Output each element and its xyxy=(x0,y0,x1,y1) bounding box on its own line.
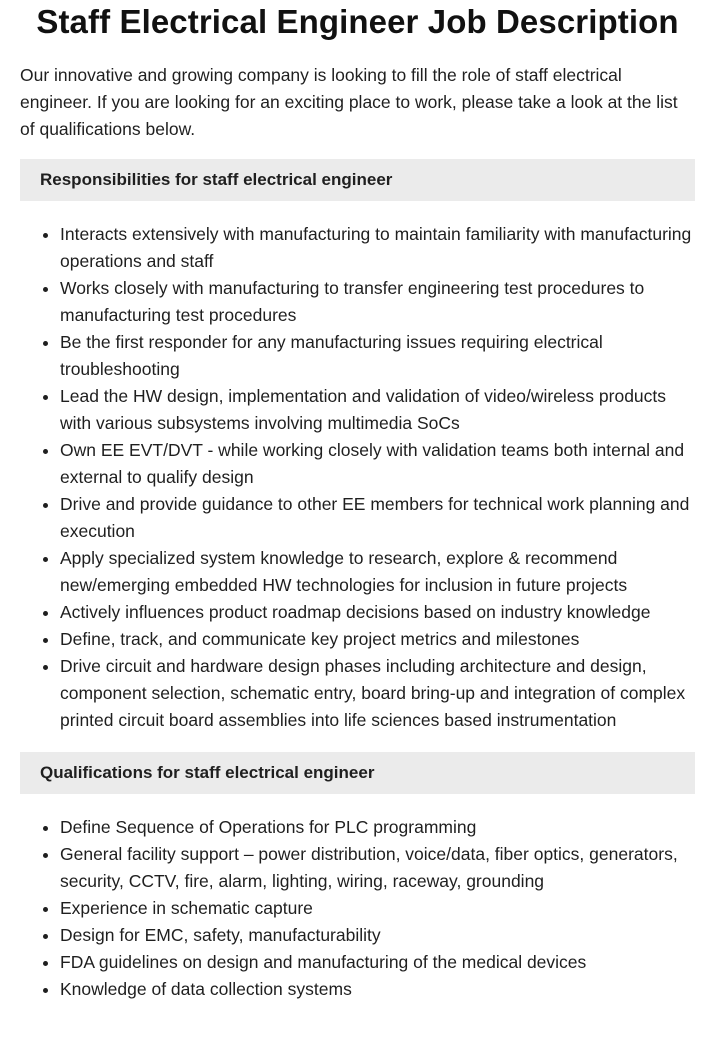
list-item: • Interacts extensively with manufacturing to maintain familiarity with manufacturing operations and staff xyxy=(60,221,695,275)
list-item: • Works closely with manufacturing to transfer engineering test procedures to manufacturing test procedures xyxy=(60,275,695,329)
list-item: • General facility support – power distribution, voice/data, fiber optics, generators, security, CCTV, fire, alarm, lighting, wiring, raceway, grounding xyxy=(60,841,695,895)
list-item: • Own EE EVT/DVT - while working closely with validation teams both internal and external to qualify design xyxy=(60,437,695,491)
list-item: • Actively influences product roadmap decisions based on industry knowledge xyxy=(60,599,695,626)
list-item: • Knowledge of data collection systems xyxy=(60,976,695,1003)
list-item: • Design for EMC, safety, manufacturability xyxy=(60,922,695,949)
list-item: • FDA guidelines on design and manufacturing of the medical devices xyxy=(60,949,695,976)
page-title: Staff Electrical Engineer Job Description xyxy=(36,3,679,40)
list-item: • Apply specialized system knowledge to research, explore & recommend new/emerging embedded HW technologies for inclusion in future projects xyxy=(60,545,695,599)
list-item: • Drive circuit and hardware design phases including architecture and design, component selection, schematic entry, board bring-up and integration of complex printed circuit board assemblies into life sciences based instrumentation xyxy=(60,653,695,734)
intro-paragraph: Our innovative and growing company is looking to fill the role of staff electrical engineer. If you are looking for an exciting place to work, please take a look at the list of qualifications below. xyxy=(20,65,678,139)
list-item: • Experience in schematic capture xyxy=(60,895,695,922)
responsibilities-list xyxy=(20,221,695,734)
list-item: • Drive and provide guidance to other EE members for technical work planning and execution xyxy=(60,491,695,545)
qualifications-heading: Qualifications for staff electrical engineer xyxy=(20,752,695,794)
list-item: • Define, track, and communicate key project metrics and milestones xyxy=(60,626,695,653)
list-item: • Define Sequence of Operations for PLC programming xyxy=(60,814,695,841)
list-item: • Be the first responder for any manufacturing issues requiring electrical troubleshooting xyxy=(60,329,695,383)
qualifications-list xyxy=(20,814,695,1003)
list-item: • Lead the HW design, implementation and validation of video/wireless products with various subsystems involving multimedia SoCs xyxy=(60,383,695,437)
responsibilities-heading: Responsibilities for staff electrical engineer xyxy=(20,159,695,201)
